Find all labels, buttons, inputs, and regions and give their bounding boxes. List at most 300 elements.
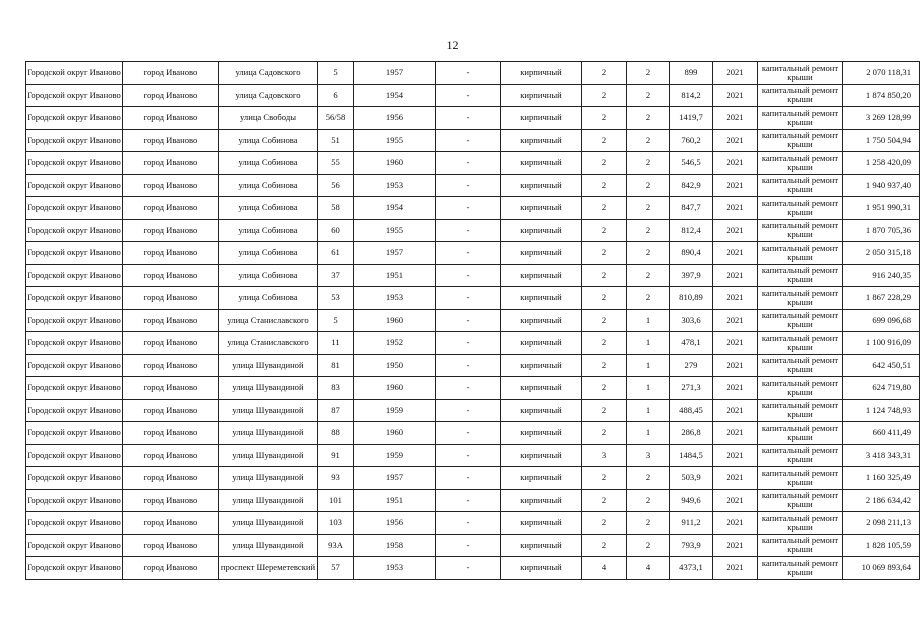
floors-cell: 2: [582, 129, 627, 152]
area-cell: 303,6: [670, 309, 713, 332]
cost-cell: 2 070 118,31: [843, 62, 920, 85]
floors-cell: 2: [582, 152, 627, 175]
municipality-cell: Городской округ Иваново: [26, 354, 123, 377]
entrances-cell: 2: [627, 197, 670, 220]
area-cell: 286,8: [670, 422, 713, 445]
plan-year-cell: 2021: [713, 399, 758, 422]
wall-material-cell: кирпичный: [501, 377, 582, 400]
cost-cell: 660 411,49: [843, 422, 920, 445]
year-built-cell: 1951: [354, 489, 436, 512]
plan-year-cell: 2021: [713, 467, 758, 490]
plan-year-cell: 2021: [713, 354, 758, 377]
settlement-cell: город Иваново: [123, 377, 219, 400]
entrances-cell: 2: [627, 242, 670, 265]
house-number-cell: 37: [318, 264, 354, 287]
area-cell: 760,2: [670, 129, 713, 152]
house-number-cell: 5: [318, 62, 354, 85]
entrances-cell: 1: [627, 399, 670, 422]
street-cell: улица Шувандиной: [219, 467, 318, 490]
table-row: [26, 534, 920, 557]
floors-cell: 2: [582, 264, 627, 287]
municipality-cell: Городской округ Иваново: [26, 557, 123, 580]
house-number-cell: 60: [318, 219, 354, 242]
table-row: [26, 242, 920, 265]
year-built-cell: 1956: [354, 512, 436, 535]
area-cell: 1419,7: [670, 107, 713, 130]
table-row: [26, 152, 920, 175]
house-number-cell: 58: [318, 197, 354, 220]
area-cell: 911,2: [670, 512, 713, 535]
wall-material-cell: кирпичный: [501, 332, 582, 355]
house-number-cell: 103: [318, 512, 354, 535]
table-row: [26, 489, 920, 512]
year-renovated-cell: -: [436, 287, 501, 310]
wall-material-cell: кирпичный: [501, 557, 582, 580]
work-type-cell: капитальный ремонт крыши: [758, 489, 843, 512]
year-built-cell: 1957: [354, 467, 436, 490]
table-row: [26, 557, 920, 580]
entrances-cell: 2: [627, 62, 670, 85]
work-type-cell: капитальный ремонт крыши: [758, 84, 843, 107]
municipality-cell: Городской округ Иваново: [26, 512, 123, 535]
year-renovated-cell: -: [436, 557, 501, 580]
municipality-cell: Городской округ Иваново: [26, 399, 123, 422]
work-type-cell: капитальный ремонт крыши: [758, 332, 843, 355]
house-number-cell: 87: [318, 399, 354, 422]
settlement-cell: город Иваново: [123, 152, 219, 175]
registry-body: [26, 62, 920, 580]
work-type-cell: капитальный ремонт крыши: [758, 197, 843, 220]
year-renovated-cell: -: [436, 399, 501, 422]
work-type-cell: капитальный ремонт крыши: [758, 444, 843, 467]
municipality-cell: Городской округ Иваново: [26, 197, 123, 220]
street-cell: улица Садовского: [219, 62, 318, 85]
table-row: [26, 377, 920, 400]
settlement-cell: город Иваново: [123, 534, 219, 557]
work-type-cell: капитальный ремонт крыши: [758, 287, 843, 310]
house-number-cell: 93А: [318, 534, 354, 557]
house-number-cell: 5: [318, 309, 354, 332]
entrances-cell: 2: [627, 219, 670, 242]
cost-cell: 1 870 705,36: [843, 219, 920, 242]
wall-material-cell: кирпичный: [501, 287, 582, 310]
floors-cell: 3: [582, 444, 627, 467]
table-row: [26, 399, 920, 422]
work-type-cell: капитальный ремонт крыши: [758, 512, 843, 535]
table-row: [26, 332, 920, 355]
wall-material-cell: кирпичный: [501, 309, 582, 332]
street-cell: улица Шувандиной: [219, 444, 318, 467]
year-renovated-cell: -: [436, 512, 501, 535]
year-built-cell: 1960: [354, 152, 436, 175]
settlement-cell: город Иваново: [123, 62, 219, 85]
year-renovated-cell: -: [436, 84, 501, 107]
settlement-cell: город Иваново: [123, 84, 219, 107]
street-cell: улица Свободы: [219, 107, 318, 130]
cost-cell: 1 100 916,09: [843, 332, 920, 355]
year-built-cell: 1956: [354, 107, 436, 130]
street-cell: улица Шувандиной: [219, 512, 318, 535]
area-cell: 4373,1: [670, 557, 713, 580]
plan-year-cell: 2021: [713, 309, 758, 332]
wall-material-cell: кирпичный: [501, 242, 582, 265]
year-built-cell: 1955: [354, 219, 436, 242]
plan-year-cell: 2021: [713, 534, 758, 557]
settlement-cell: город Иваново: [123, 107, 219, 130]
floors-cell: 2: [582, 84, 627, 107]
page-number: 12: [446, 38, 459, 52]
plan-year-cell: 2021: [713, 197, 758, 220]
house-number-cell: 101: [318, 489, 354, 512]
floors-cell: 2: [582, 197, 627, 220]
settlement-cell: город Иваново: [123, 197, 219, 220]
plan-year-cell: 2021: [713, 264, 758, 287]
house-number-cell: 6: [318, 84, 354, 107]
floors-cell: 2: [582, 309, 627, 332]
street-cell: улица Собинова: [219, 197, 318, 220]
entrances-cell: 4: [627, 557, 670, 580]
cost-cell: 916 240,35: [843, 264, 920, 287]
work-type-cell: капитальный ремонт крыши: [758, 242, 843, 265]
area-cell: 488,45: [670, 399, 713, 422]
plan-year-cell: 2021: [713, 174, 758, 197]
street-cell: улица Собинова: [219, 174, 318, 197]
year-renovated-cell: -: [436, 152, 501, 175]
plan-year-cell: 2021: [713, 557, 758, 580]
wall-material-cell: кирпичный: [501, 264, 582, 287]
floors-cell: 2: [582, 422, 627, 445]
year-built-cell: 1953: [354, 287, 436, 310]
year-renovated-cell: -: [436, 197, 501, 220]
year-built-cell: 1957: [354, 242, 436, 265]
house-number-cell: 61: [318, 242, 354, 265]
work-type-cell: капитальный ремонт крыши: [758, 62, 843, 85]
wall-material-cell: кирпичный: [501, 422, 582, 445]
wall-material-cell: кирпичный: [501, 197, 582, 220]
street-cell: проспект Шереметевский: [219, 557, 318, 580]
street-cell: улица Собинова: [219, 219, 318, 242]
year-built-cell: 1954: [354, 84, 436, 107]
year-renovated-cell: -: [436, 332, 501, 355]
table-row: [26, 264, 920, 287]
wall-material-cell: кирпичный: [501, 129, 582, 152]
street-cell: улица Собинова: [219, 287, 318, 310]
year-renovated-cell: -: [436, 489, 501, 512]
street-cell: улица Шувандиной: [219, 422, 318, 445]
wall-material-cell: кирпичный: [501, 84, 582, 107]
municipality-cell: Городской округ Иваново: [26, 332, 123, 355]
table-row: [26, 174, 920, 197]
cost-cell: 3 269 128,99: [843, 107, 920, 130]
settlement-cell: город Иваново: [123, 242, 219, 265]
street-cell: улица Станиславского: [219, 309, 318, 332]
work-type-cell: капитальный ремонт крыши: [758, 152, 843, 175]
work-type-cell: капитальный ремонт крыши: [758, 174, 843, 197]
year-renovated-cell: -: [436, 444, 501, 467]
cost-cell: 642 450,51: [843, 354, 920, 377]
municipality-cell: Городской округ Иваново: [26, 489, 123, 512]
house-number-cell: 93: [318, 467, 354, 490]
wall-material-cell: кирпичный: [501, 444, 582, 467]
floors-cell: 2: [582, 62, 627, 85]
house-number-cell: 53: [318, 287, 354, 310]
cost-cell: 1 124 748,93: [843, 399, 920, 422]
municipality-cell: Городской округ Иваново: [26, 62, 123, 85]
year-renovated-cell: -: [436, 534, 501, 557]
work-type-cell: капитальный ремонт крыши: [758, 422, 843, 445]
year-built-cell: 1953: [354, 174, 436, 197]
cost-cell: 2 186 634,42: [843, 489, 920, 512]
settlement-cell: город Иваново: [123, 174, 219, 197]
year-built-cell: 1960: [354, 309, 436, 332]
cost-cell: 1 160 325,49: [843, 467, 920, 490]
table-row: [26, 467, 920, 490]
cost-cell: 624 719,80: [843, 377, 920, 400]
entrances-cell: 2: [627, 512, 670, 535]
work-type-cell: капитальный ремонт крыши: [758, 534, 843, 557]
street-cell: улица Шувандиной: [219, 489, 318, 512]
year-built-cell: 1955: [354, 129, 436, 152]
year-built-cell: 1960: [354, 377, 436, 400]
street-cell: улица Садовского: [219, 84, 318, 107]
work-type-cell: капитальный ремонт крыши: [758, 107, 843, 130]
table-row: [26, 444, 920, 467]
wall-material-cell: кирпичный: [501, 152, 582, 175]
house-number-cell: 56/58: [318, 107, 354, 130]
house-number-cell: 56: [318, 174, 354, 197]
area-cell: 397,9: [670, 264, 713, 287]
house-number-cell: 88: [318, 422, 354, 445]
year-built-cell: 1957: [354, 62, 436, 85]
area-cell: 812,4: [670, 219, 713, 242]
plan-year-cell: 2021: [713, 512, 758, 535]
plan-year-cell: 2021: [713, 287, 758, 310]
floors-cell: 4: [582, 557, 627, 580]
work-type-cell: капитальный ремонт крыши: [758, 399, 843, 422]
wall-material-cell: кирпичный: [501, 467, 582, 490]
municipality-cell: Городской округ Иваново: [26, 84, 123, 107]
municipality-cell: Городской округ Иваново: [26, 174, 123, 197]
plan-year-cell: 2021: [713, 62, 758, 85]
year-renovated-cell: -: [436, 129, 501, 152]
entrances-cell: 2: [627, 129, 670, 152]
cost-cell: 1 867 228,29: [843, 287, 920, 310]
settlement-cell: город Иваново: [123, 309, 219, 332]
area-cell: 793,9: [670, 534, 713, 557]
entrances-cell: 2: [627, 84, 670, 107]
entrances-cell: 2: [627, 489, 670, 512]
year-renovated-cell: -: [436, 107, 501, 130]
cost-cell: 1 940 937,40: [843, 174, 920, 197]
area-cell: 503,9: [670, 467, 713, 490]
house-number-cell: 55: [318, 152, 354, 175]
street-cell: улица Собинова: [219, 242, 318, 265]
floors-cell: 2: [582, 489, 627, 512]
wall-material-cell: кирпичный: [501, 512, 582, 535]
work-type-cell: капитальный ремонт крыши: [758, 219, 843, 242]
settlement-cell: город Иваново: [123, 557, 219, 580]
year-renovated-cell: -: [436, 219, 501, 242]
area-cell: 279: [670, 354, 713, 377]
area-cell: 847,7: [670, 197, 713, 220]
area-cell: 890,4: [670, 242, 713, 265]
floors-cell: 2: [582, 399, 627, 422]
entrances-cell: 1: [627, 309, 670, 332]
wall-material-cell: кирпичный: [501, 354, 582, 377]
floors-cell: 2: [582, 332, 627, 355]
settlement-cell: город Иваново: [123, 264, 219, 287]
wall-material-cell: кирпичный: [501, 174, 582, 197]
work-type-cell: капитальный ремонт крыши: [758, 264, 843, 287]
work-type-cell: капитальный ремонт крыши: [758, 467, 843, 490]
municipality-cell: Городской округ Иваново: [26, 444, 123, 467]
year-renovated-cell: -: [436, 264, 501, 287]
municipality-cell: Городской округ Иваново: [26, 242, 123, 265]
plan-year-cell: 2021: [713, 489, 758, 512]
floors-cell: 2: [582, 174, 627, 197]
entrances-cell: 2: [627, 534, 670, 557]
plan-year-cell: 2021: [713, 422, 758, 445]
wall-material-cell: кирпичный: [501, 62, 582, 85]
house-number-cell: 51: [318, 129, 354, 152]
area-cell: 842,9: [670, 174, 713, 197]
municipality-cell: Городской округ Иваново: [26, 219, 123, 242]
street-cell: улица Шувандиной: [219, 534, 318, 557]
street-cell: улица Шувандиной: [219, 354, 318, 377]
cost-cell: 2 098 211,13: [843, 512, 920, 535]
wall-material-cell: кирпичный: [501, 534, 582, 557]
cost-cell: 10 069 893,64: [843, 557, 920, 580]
plan-year-cell: 2021: [713, 377, 758, 400]
table-row: [26, 512, 920, 535]
table-row: [26, 287, 920, 310]
house-number-cell: 81: [318, 354, 354, 377]
table-row: [26, 197, 920, 220]
municipality-cell: Городской округ Иваново: [26, 422, 123, 445]
street-cell: улица Шувандиной: [219, 377, 318, 400]
cost-cell: 699 096,68: [843, 309, 920, 332]
municipality-cell: Городской округ Иваново: [26, 309, 123, 332]
floors-cell: 2: [582, 287, 627, 310]
plan-year-cell: 2021: [713, 242, 758, 265]
cost-cell: 3 418 343,31: [843, 444, 920, 467]
settlement-cell: город Иваново: [123, 422, 219, 445]
cost-cell: 1 828 105,59: [843, 534, 920, 557]
year-renovated-cell: -: [436, 309, 501, 332]
table-row: [26, 84, 920, 107]
cost-cell: 1 874 850,20: [843, 84, 920, 107]
municipality-cell: Городской округ Иваново: [26, 264, 123, 287]
plan-year-cell: 2021: [713, 107, 758, 130]
area-cell: 949,6: [670, 489, 713, 512]
area-cell: 271,3: [670, 377, 713, 400]
year-built-cell: 1958: [354, 534, 436, 557]
year-built-cell: 1950: [354, 354, 436, 377]
entrances-cell: 1: [627, 354, 670, 377]
floors-cell: 2: [582, 534, 627, 557]
entrances-cell: 2: [627, 107, 670, 130]
area-cell: 1484,5: [670, 444, 713, 467]
year-built-cell: 1960: [354, 422, 436, 445]
work-type-cell: капитальный ремонт крыши: [758, 129, 843, 152]
municipality-cell: Городской округ Иваново: [26, 534, 123, 557]
floors-cell: 2: [582, 219, 627, 242]
settlement-cell: город Иваново: [123, 354, 219, 377]
settlement-cell: город Иваново: [123, 399, 219, 422]
plan-year-cell: 2021: [713, 129, 758, 152]
house-number-cell: 57: [318, 557, 354, 580]
entrances-cell: 2: [627, 174, 670, 197]
year-renovated-cell: -: [436, 354, 501, 377]
year-renovated-cell: -: [436, 377, 501, 400]
area-cell: 478,1: [670, 332, 713, 355]
year-built-cell: 1954: [354, 197, 436, 220]
entrances-cell: 1: [627, 332, 670, 355]
work-type-cell: капитальный ремонт крыши: [758, 377, 843, 400]
table-row: [26, 129, 920, 152]
municipality-cell: Городской округ Иваново: [26, 129, 123, 152]
year-renovated-cell: -: [436, 242, 501, 265]
entrances-cell: 1: [627, 377, 670, 400]
settlement-cell: город Иваново: [123, 287, 219, 310]
year-renovated-cell: -: [436, 174, 501, 197]
house-number-cell: 91: [318, 444, 354, 467]
municipality-cell: Городской округ Иваново: [26, 107, 123, 130]
street-cell: улица Шувандиной: [219, 399, 318, 422]
settlement-cell: город Иваново: [123, 129, 219, 152]
floors-cell: 2: [582, 512, 627, 535]
street-cell: улица Собинова: [219, 129, 318, 152]
settlement-cell: город Иваново: [123, 489, 219, 512]
floors-cell: 2: [582, 377, 627, 400]
house-number-cell: 11: [318, 332, 354, 355]
table-row: [26, 354, 920, 377]
municipality-cell: Городской округ Иваново: [26, 152, 123, 175]
entrances-cell: 2: [627, 152, 670, 175]
table-row: [26, 219, 920, 242]
area-cell: 814,2: [670, 84, 713, 107]
settlement-cell: город Иваново: [123, 332, 219, 355]
year-built-cell: 1951: [354, 264, 436, 287]
table-row: [26, 107, 920, 130]
registry-table: [25, 61, 920, 580]
year-renovated-cell: -: [436, 422, 501, 445]
settlement-cell: город Иваново: [123, 219, 219, 242]
cost-cell: 2 050 315,18: [843, 242, 920, 265]
floors-cell: 2: [582, 242, 627, 265]
plan-year-cell: 2021: [713, 152, 758, 175]
street-cell: улица Станиславского: [219, 332, 318, 355]
work-type-cell: капитальный ремонт крыши: [758, 309, 843, 332]
area-cell: 546,5: [670, 152, 713, 175]
plan-year-cell: 2021: [713, 84, 758, 107]
cost-cell: 1 951 990,31: [843, 197, 920, 220]
entrances-cell: 3: [627, 444, 670, 467]
work-type-cell: капитальный ремонт крыши: [758, 557, 843, 580]
year-built-cell: 1952: [354, 332, 436, 355]
floors-cell: 2: [582, 467, 627, 490]
year-built-cell: 1959: [354, 444, 436, 467]
street-cell: улица Собинова: [219, 152, 318, 175]
wall-material-cell: кирпичный: [501, 489, 582, 512]
year-built-cell: 1959: [354, 399, 436, 422]
street-cell: улица Собинова: [219, 264, 318, 287]
area-cell: 810,89: [670, 287, 713, 310]
area-cell: 899: [670, 62, 713, 85]
entrances-cell: 2: [627, 287, 670, 310]
entrances-cell: 2: [627, 264, 670, 287]
municipality-cell: Городской округ Иваново: [26, 467, 123, 490]
